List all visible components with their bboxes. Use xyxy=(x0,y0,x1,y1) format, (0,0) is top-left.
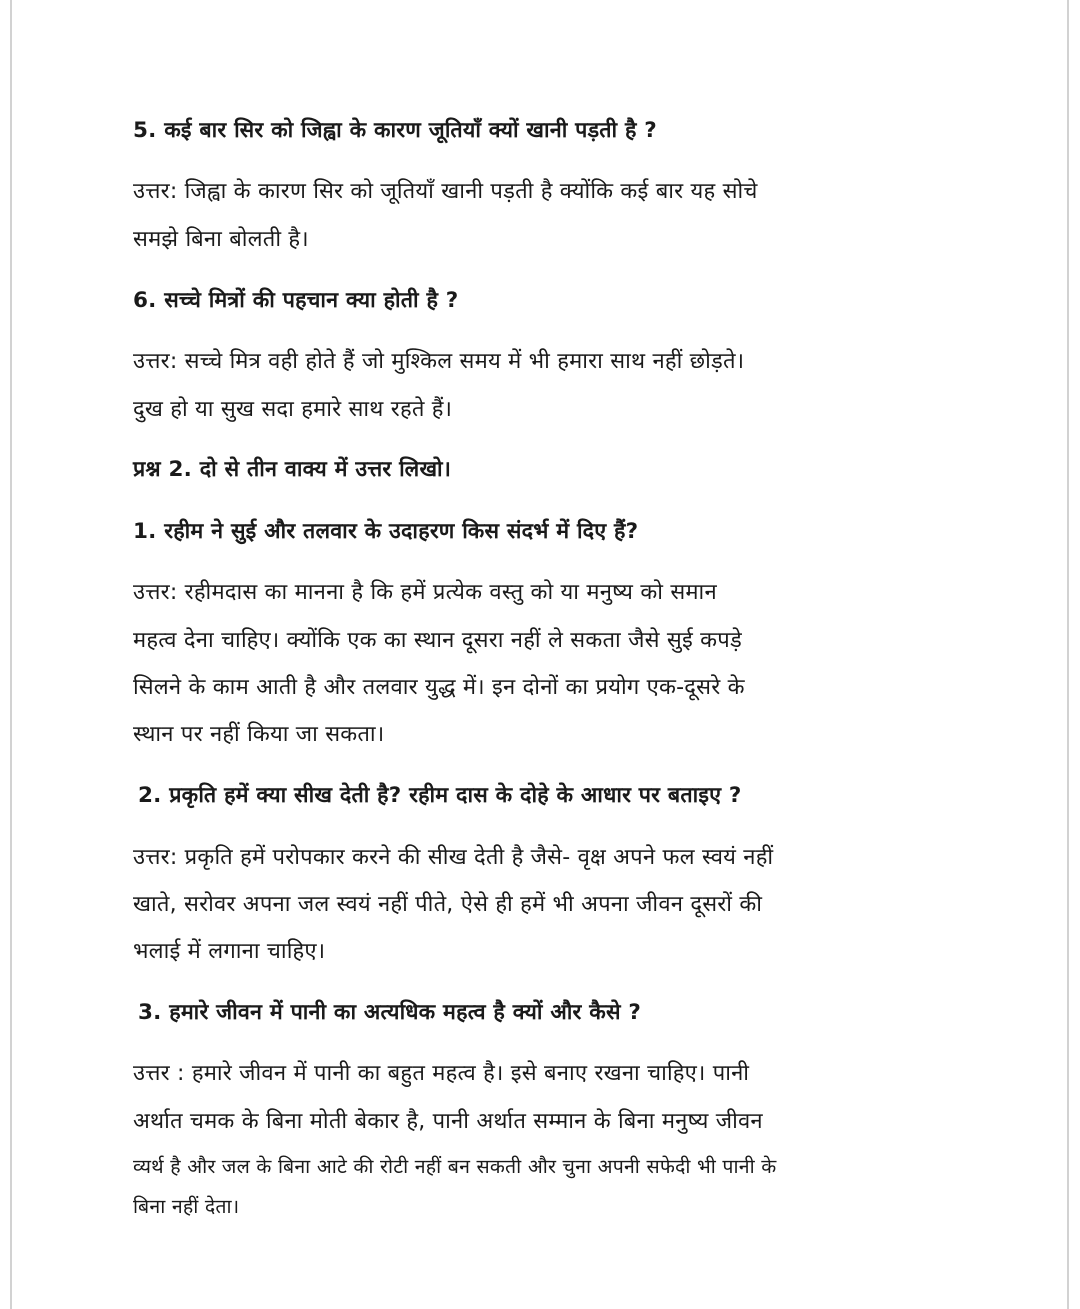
section-answer-2-line-2: खाते, सरोवर अपना जल स्वयं नहीं पीते, ऐसे ही हमें भी अपना जीवन दूसरों की xyxy=(133,892,763,917)
section-answer-1-line-3: सिलने के काम आती है और तलवार युद्ध में। इन दोनों का प्रयोग एक-दूसरे के xyxy=(133,675,745,700)
section-answer-3-line-3: व्यर्थ है और जल के बिना आटे की रोटी नहीं बन सकती और चुना अपनी सफेदी भी पानी के xyxy=(133,1155,777,1178)
question-6: 6. सच्चे मित्रों की पहचान क्या होती है ? xyxy=(133,288,459,313)
section-heading: प्रश्न 2. दो से तीन वाक्य में उत्तर लिखो। xyxy=(133,457,452,482)
answer-5-line-2: समझे बिना बोलती है। xyxy=(133,227,309,252)
section-question-1: 1. रहीम ने सुई और तलवार के उदाहरण किस संदर्भ में दिए हैं? xyxy=(133,519,639,544)
section-answer-2-line-1: उत्तर: प्रकृति हमें परोपकार करने की सीख देती है जैसे- वृक्ष अपने फल स्वयं नहीं xyxy=(133,845,774,870)
section-answer-1-line-4: स्थान पर नहीं किया जा सकता। xyxy=(133,722,385,747)
section-answer-1-line-1: उत्तर: रहीमदास का मानना है कि हमें प्रत्येक वस्तु को या मनुष्य को समान xyxy=(133,580,717,605)
section-question-2: 2. प्रकृति हमें क्या सीख देती है? रहीम दास के दोहे के आधार पर बताइए ? xyxy=(138,783,742,808)
question-5: 5. कई बार सिर को जिह्वा के कारण जूतियाँ क्यों खानी पड़ती है ? xyxy=(133,118,657,143)
answer-6-line-2: दुख हो या सुख सदा हमारे साथ रहते हैं। xyxy=(133,397,453,422)
section-answer-1-line-2: महत्व देना चाहिए। क्योंकि एक का स्थान दूसरा नहीं ले सकता जैसे सुई कपड़े xyxy=(133,628,742,653)
section-answer-3-line-1: उत्तर : हमारे जीवन में पानी का बहुत महत्व है। इसे बनाए रखना चाहिए। पानी xyxy=(133,1061,750,1086)
section-question-3: 3. हमारे जीवन में पानी का अत्यधिक महत्व है क्यों और कैसे ? xyxy=(138,1000,642,1025)
section-answer-2-line-3: भलाई में लगाना चाहिए। xyxy=(133,939,326,964)
answer-5-line-1: उत्तर: जिह्वा के कारण सिर को जूतियाँ खानी पड़ती है क्योंकि कई बार यह सोचे xyxy=(133,179,758,204)
answer-6-line-1: उत्तर: सच्चे मित्र वही होते हैं जो मुश्किल समय में भी हमारा साथ नहीं छोड़ते। xyxy=(133,349,745,374)
section-answer-3-line-4: बिना नहीं देता। xyxy=(133,1195,240,1218)
section-answer-3-line-2: अर्थात चमक के बिना मोती बेकार है, पानी अर्थात सम्मान के बिना मनुष्य जीवन xyxy=(133,1109,763,1134)
